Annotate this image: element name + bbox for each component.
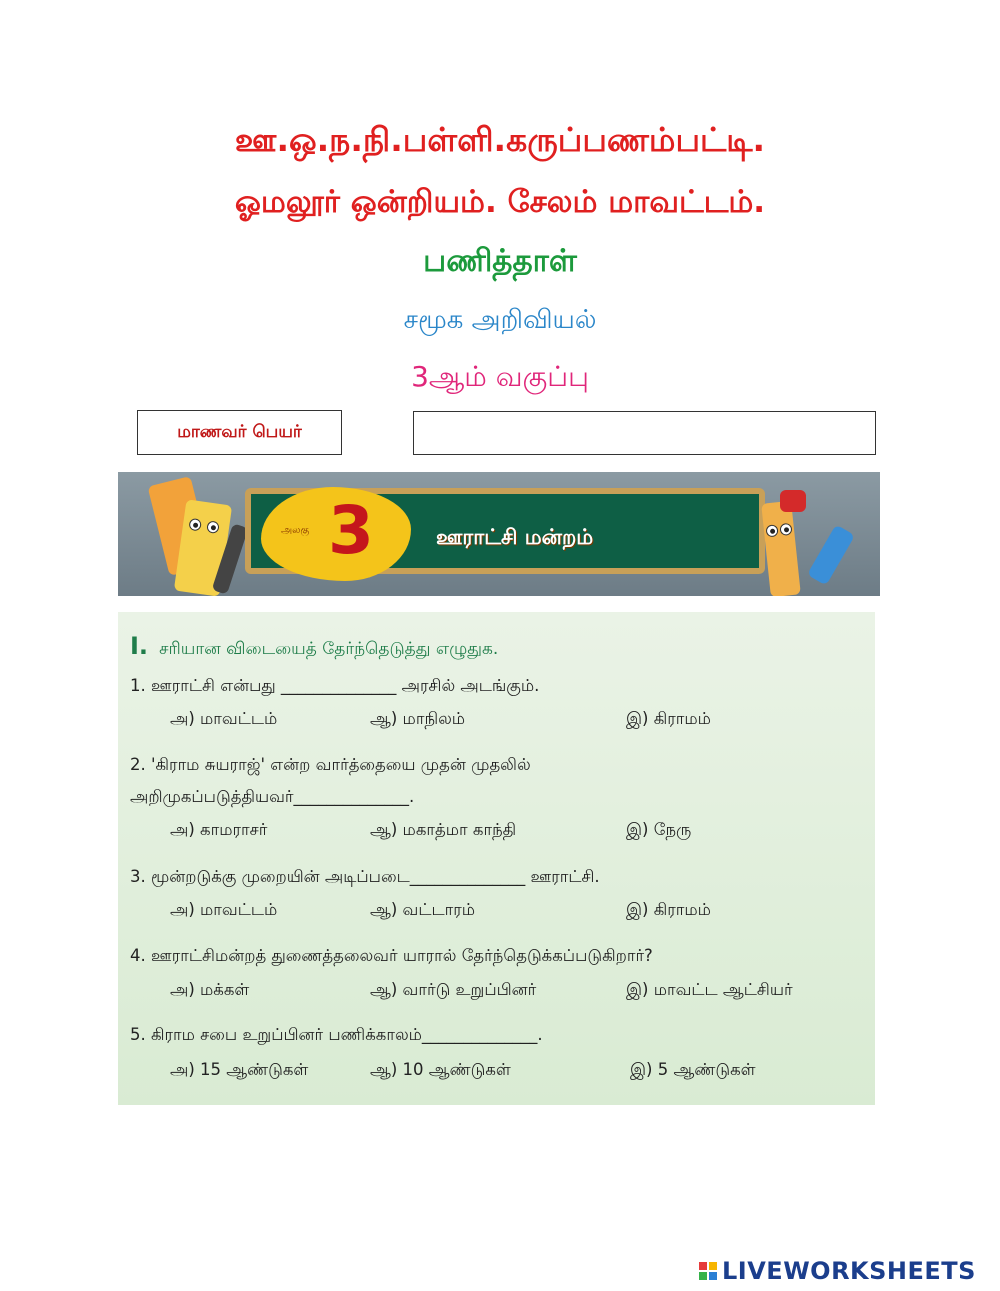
q1-option-b[interactable]: ஆ) மாநிலம் bbox=[370, 709, 466, 728]
question-4: 4. ஊராட்சிமன்றத் துணைத்தலைவர் யாரால் தேர்ந்தெடுக்கப்படுகிறார்? bbox=[130, 946, 653, 965]
school-name: ஊ.ஒ.ந.நி.பள்ளி.கருப்பணம்பட்டி. bbox=[234, 120, 766, 159]
question-5: 5. கிராம சபை உறுப்பினர் பணிக்காலம்______________. bbox=[130, 1025, 543, 1044]
section-number: I. bbox=[130, 632, 149, 660]
q2-option-a[interactable]: அ) காமராசர் bbox=[170, 820, 268, 839]
lesson-word: அலகு bbox=[281, 525, 310, 536]
q4-option-a[interactable]: அ) மக்கள் bbox=[170, 980, 250, 999]
q3-option-c[interactable]: இ) கிராமம் bbox=[626, 900, 711, 919]
logo-square bbox=[709, 1262, 717, 1270]
brand-name: LIVEWORKSHEETS bbox=[722, 1257, 976, 1285]
q4-option-c[interactable]: இ) மாவட்ட ஆட்சியர் bbox=[626, 980, 793, 999]
logo-square bbox=[709, 1272, 717, 1280]
question-2-cont: அறிமுகப்படுத்தியவர்______________. bbox=[130, 787, 415, 806]
subject-title: சமூக அறிவியல் bbox=[403, 305, 597, 335]
class-title: 3ஆம் வகுப்பு bbox=[411, 360, 589, 393]
ruler-character bbox=[761, 501, 801, 596]
student-name-input[interactable] bbox=[413, 411, 876, 455]
q1-option-a[interactable]: அ) மாவட்டம் bbox=[170, 709, 278, 728]
logo-square bbox=[699, 1262, 707, 1270]
lesson-banner bbox=[118, 472, 880, 596]
lesson-number: 3 bbox=[328, 492, 374, 569]
question-1: 1. ஊராட்சி என்பது ______________ அரசில் அடங்கும். bbox=[130, 676, 540, 695]
question-2: 2. 'கிராம சுயராஜ்' என்ற வார்த்தையை முதன் முதலில் bbox=[130, 755, 531, 774]
eye-icon bbox=[206, 520, 220, 534]
section-instruction: சரியான விடையைத் தேர்ந்தெடுத்து எழுதுக. bbox=[159, 639, 499, 659]
q2-option-b[interactable]: ஆ) மகாத்மா காந்தி bbox=[370, 820, 517, 839]
lesson-title: ஊராட்சி மன்றம் bbox=[436, 525, 594, 549]
marker-character bbox=[807, 524, 855, 585]
eye-icon bbox=[779, 523, 792, 536]
eye-icon bbox=[765, 524, 778, 537]
q1-option-c[interactable]: இ) கிராமம் bbox=[626, 709, 711, 728]
logo-mark-icon bbox=[698, 1261, 718, 1281]
q5-option-c[interactable]: இ) 5 ஆண்டுகள் bbox=[630, 1060, 756, 1079]
section-heading bbox=[130, 632, 498, 661]
q3-option-b[interactable]: ஆ) வட்டாரம் bbox=[370, 900, 476, 919]
school-location: ஓமலூர் ஒன்றியம். சேலம் மாவட்டம். bbox=[234, 184, 766, 220]
question-3: 3. மூன்றடுக்கு முறையின் அடிப்படை______________ ஊராட்சி. bbox=[130, 867, 600, 886]
student-name-label: மாணவர் பெயர் bbox=[137, 410, 342, 455]
q2-option-c[interactable]: இ) நேரு bbox=[626, 820, 692, 839]
liveworksheets-logo[interactable] bbox=[698, 1256, 976, 1286]
q5-option-a[interactable]: அ) 15 ஆண்டுகள் bbox=[170, 1060, 309, 1079]
question-panel bbox=[118, 612, 875, 1105]
sharpener-character bbox=[780, 490, 806, 512]
logo-square bbox=[699, 1272, 707, 1280]
eye-icon bbox=[188, 518, 202, 532]
q3-option-a[interactable]: அ) மாவட்டம் bbox=[170, 900, 278, 919]
worksheet-title: பணித்தாள் bbox=[423, 243, 577, 279]
q5-option-b[interactable]: ஆ) 10 ஆண்டுகள் bbox=[370, 1060, 511, 1079]
q4-option-b[interactable]: ஆ) வார்டு உறுப்பினர் bbox=[370, 980, 537, 999]
